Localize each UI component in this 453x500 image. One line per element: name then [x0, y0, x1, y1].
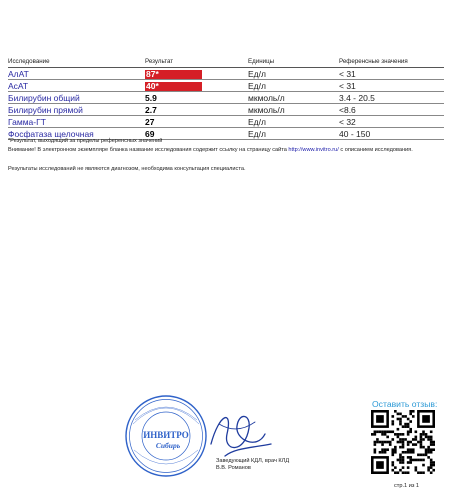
table-row: [8, 68, 444, 80]
attention-text-end: с описанием исследования.: [340, 147, 413, 153]
test-name[interactable]: Билирубин прямой: [8, 104, 145, 116]
feedback-label: Оставить отзыв:: [372, 399, 438, 409]
reference-range: 40 - 150: [339, 128, 444, 140]
test-name[interactable]: Гамма-ГТ: [8, 116, 145, 128]
test-name[interactable]: АлАТ: [8, 68, 145, 80]
header-result: Результат: [145, 57, 248, 68]
disclaimer: Результаты исследований не являются диагнозом, необходима консультация специалиста.: [8, 166, 246, 172]
table-header-row: [8, 57, 444, 68]
test-result: 2.7: [145, 104, 248, 116]
test-units: Ед/л: [248, 80, 339, 92]
header-test: Исследование: [8, 57, 145, 68]
signatory-title: Заведующий КДЛ, врач КЛД: [216, 458, 290, 464]
test-result: [145, 68, 248, 80]
table-row: [8, 104, 444, 116]
attention-text: Внимание! В электронном экземпляре бланка название исследования содержит ссылку на страницу сайта: [8, 147, 287, 153]
attention-note: [8, 147, 446, 154]
header-reference: Референсные значения: [339, 57, 444, 68]
test-result: 27: [145, 116, 248, 128]
handwritten-signature: [205, 404, 277, 460]
seal-brand: ИНВИТРО: [143, 430, 189, 440]
test-units: Ед/л: [248, 68, 339, 80]
results-table: [8, 57, 444, 140]
test-name[interactable]: Фосфатаза щелочная: [8, 128, 145, 140]
test-units: Ед/л: [248, 128, 339, 140]
test-units: мкмоль/л: [248, 92, 339, 104]
test-result: 5.9: [145, 92, 248, 104]
test-units: Ед/л: [248, 116, 339, 128]
flagged-result: 40*: [145, 82, 202, 91]
seal-region: Сибирь: [155, 441, 181, 450]
signatory-name: В.В. Романов: [216, 465, 251, 471]
test-units: мкмоль/л: [248, 104, 339, 116]
test-name[interactable]: Билирубин общий: [8, 92, 145, 104]
feedback-qr-code[interactable]: [371, 410, 435, 474]
reference-range: < 31: [339, 68, 444, 80]
results-body: [8, 68, 444, 140]
invitro-link[interactable]: http://www.invitro.ru/: [288, 147, 339, 153]
reference-range: 3.4 - 20.5: [339, 92, 444, 104]
reference-range: < 31: [339, 80, 444, 92]
table-row: [8, 116, 444, 128]
footnote: *Результат, выходящий за пределы референсных значений: [8, 138, 163, 144]
table-row: [8, 92, 444, 104]
page-number: стр.1 из 1: [394, 483, 420, 489]
reference-range: <8.6: [339, 104, 444, 116]
test-name[interactable]: АсАТ: [8, 80, 145, 92]
flagged-result: 87*: [145, 70, 202, 79]
signature-block: [216, 458, 289, 472]
laboratory-seal: [124, 394, 208, 478]
table-row: [8, 80, 444, 92]
test-result: [145, 80, 248, 92]
test-result: 69: [145, 128, 248, 140]
header-units: Единицы: [248, 57, 339, 68]
reference-range: < 32: [339, 116, 444, 128]
